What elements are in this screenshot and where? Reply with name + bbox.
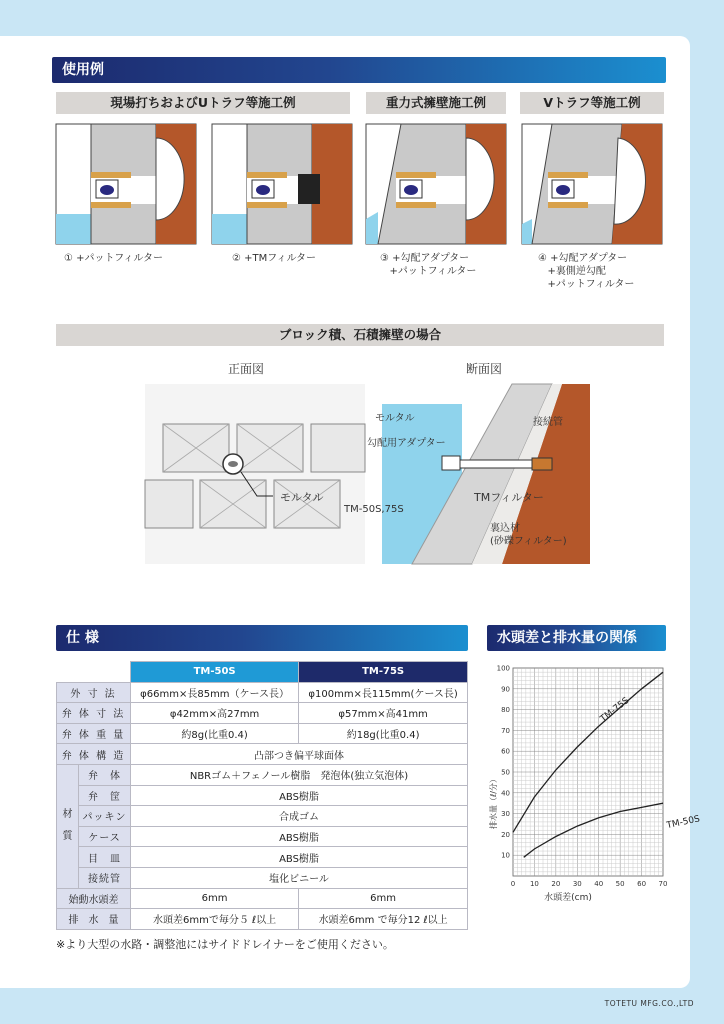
example-2-caption: ② +TMフィルター	[232, 253, 317, 264]
row-value: φ42mm×高27mm	[131, 703, 299, 724]
y-tick-label: 80	[501, 706, 510, 715]
row-value: φ100mm×長115mm(ケース長)	[299, 682, 468, 703]
table-row	[57, 909, 468, 930]
example-2-illustration	[212, 124, 352, 244]
section-adapter-callout: 勾配用アダプター	[367, 438, 446, 449]
row-label: 弁 体 構 造	[57, 744, 131, 765]
graph-section-title: 水頭差と排水量の関係	[487, 625, 666, 651]
row-value: φ66mm×長85mm（ケース長）	[131, 682, 299, 703]
x-tick-label: 50	[615, 880, 625, 888]
spec-table	[56, 661, 468, 930]
x-tick-label: 30	[572, 880, 582, 888]
table-row	[57, 867, 468, 888]
row-label: 接続管	[79, 867, 131, 888]
row-label: 排 水 量	[57, 909, 131, 930]
usage-note: ※より大型の水路・調整池にはサイドドレイナーをご使用ください。	[56, 938, 394, 951]
y-tick-label: 10	[501, 851, 510, 860]
row-value: NBRゴム＋フェノール樹脂 発泡体(独立気泡体)	[131, 764, 468, 785]
row-label: 外 寸 法	[57, 682, 131, 703]
row-label: 弁 体	[79, 764, 131, 785]
y-tick-label: 20	[501, 830, 510, 839]
table-row	[57, 703, 468, 724]
table-row	[57, 888, 468, 909]
usage-section-title: 使用例	[52, 57, 666, 83]
table-row	[57, 806, 468, 827]
company-footer: TOTETU MFG.CO.,LTD	[604, 999, 694, 1008]
example-4-caption: ④ +勾配アダプター +裏側逆勾配 +パットフィルター	[538, 253, 635, 290]
section-view-label: 断面図	[466, 362, 503, 376]
spec-header-model-1: TM-50S	[131, 662, 299, 683]
row-value: φ57mm×高41mm	[299, 703, 468, 724]
material-group-label: 材 質	[57, 764, 79, 888]
row-label: 始動水頭差	[57, 888, 131, 909]
spec-header-model-2: TM-75S	[299, 662, 468, 683]
row-value: 6mm	[299, 888, 468, 909]
table-row	[57, 847, 468, 868]
y-tick-label: 40	[501, 789, 510, 798]
row-label: 目 皿	[79, 847, 131, 868]
y-tick-label: 30	[501, 810, 510, 819]
section-pipe-callout: 接続管	[533, 417, 563, 428]
y-tick-label: 90	[501, 685, 510, 694]
section-filter-callout: TMフィルター	[474, 491, 544, 504]
table-row	[57, 764, 468, 785]
row-value: 合成ゴム	[131, 806, 468, 827]
usage-subhead-2: 重力式擁壁施工例	[366, 92, 506, 114]
row-value: ABS樹脂	[131, 826, 468, 847]
row-value: 水頭差6mm で毎分12 ℓ以上	[299, 909, 468, 930]
x-tick-label: 10	[529, 880, 539, 888]
y-tick-label: 50	[501, 768, 510, 777]
example-3-caption: ③ +勾配アダプター +パットフィルター	[380, 253, 477, 277]
x-tick-label: 0	[510, 880, 516, 888]
y-axis-label: 排水量（ℓ/分）	[489, 775, 498, 829]
example-4-illustration	[522, 124, 662, 244]
example-1-caption: ① +パットフィルター	[64, 253, 164, 264]
usage-subhead-3: Vトラフ等施工例	[520, 92, 664, 114]
table-row	[57, 744, 468, 765]
row-label: パッキン	[79, 806, 131, 827]
row-label: 弁 体 寸 法	[57, 703, 131, 724]
series-label-0: TM-75S	[598, 695, 632, 725]
section-model-callout: TM-50S,75S	[344, 504, 404, 515]
table-row	[57, 723, 468, 744]
series-label-1: TM-50S	[665, 814, 701, 832]
row-value: ABS樹脂	[131, 785, 468, 806]
row-label: 弁 筐	[79, 785, 131, 806]
table-row	[57, 785, 468, 806]
row-label: ケース	[79, 826, 131, 847]
y-tick-label: 70	[501, 726, 510, 735]
x-tick-label: 70	[658, 880, 668, 888]
row-value: 6mm	[131, 888, 299, 909]
table-row	[57, 682, 468, 703]
example-3-illustration	[366, 124, 506, 244]
front-mortar-callout: モルタル	[280, 491, 324, 504]
front-view-label: 正面図	[228, 362, 265, 376]
usage-subhead-1: 現場打ちおよびUトラフ等施工例	[56, 92, 350, 114]
x-axis-label: 水頭差(cm)	[544, 893, 592, 903]
x-tick-label: 20	[551, 880, 561, 888]
head-vs-discharge-chart	[487, 658, 701, 908]
section-backfill-callout: 裏込材 (砂礫フィルター)	[490, 523, 567, 547]
row-value: 約8g(比重0.4)	[131, 723, 299, 744]
row-value: 凸部つき偏平球面体	[131, 744, 468, 765]
section-mortar-callout: モルタル	[375, 413, 415, 424]
row-value: 塩化ビニール	[131, 867, 468, 888]
y-tick-label: 100	[496, 664, 510, 673]
x-tick-label: 40	[594, 880, 604, 888]
row-value: 約18g(比重0.4)	[299, 723, 468, 744]
table-row	[57, 826, 468, 847]
x-tick-label: 60	[637, 880, 647, 888]
row-value: 水頭差6mmで毎分５ ℓ以上	[131, 909, 299, 930]
block-subhead: ブロック積、石積擁壁の場合	[56, 324, 664, 346]
spec-section-title: 仕 様	[56, 625, 468, 651]
example-1-illustration	[56, 124, 196, 244]
y-tick-label: 60	[501, 747, 510, 756]
front-view-drawing	[145, 384, 365, 564]
row-value: ABS樹脂	[131, 847, 468, 868]
row-label: 弁 体 重 量	[57, 723, 131, 744]
